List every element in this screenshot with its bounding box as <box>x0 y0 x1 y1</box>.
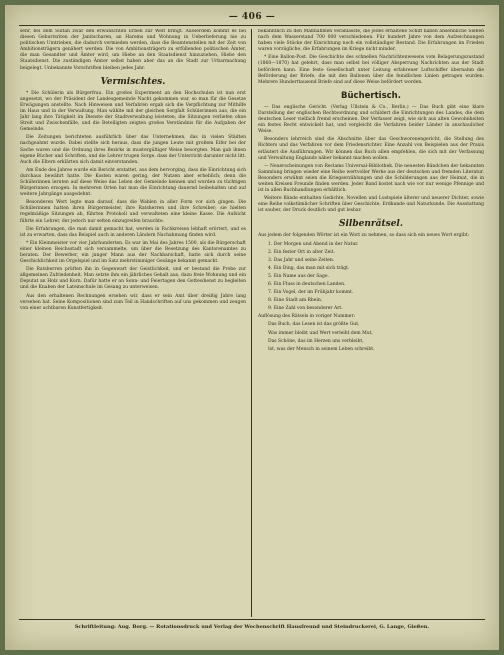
review-paragraph: Besonders lehrreich sind die Abschnitte über das Geschworenengericht, die Stellung des Richters und das Verfahren vor dem Friedensrichter. Eine Anzahl von Beispielen aus der Praxis erläutert die Ausführungen. Wir können das Buch allen empfehlen, die sich mit der Verfassung und Verwaltung Englands näher bekannt machen wollen. <box>258 137 484 161</box>
left-column <box>20 29 246 617</box>
top-rule <box>19 25 485 26</box>
riddle-item: 9. Eine Zahl von besonderer Art. <box>268 306 343 312</box>
article-paragraph: * Eine Ballon-Post. Die Geschichte des schnellen Nachrichtenwesens vom Belagerungszustand (1860—1870) hat gelehrt, dass man selbst bei völliger Absperrung Nachrichten aus der Stadt befördern kann. Eine feste Gesellschaft unter Leitung erfahrener Luftschiffer übernahm die Beförderung der Briefe, die mit den Ballonen über die feindlichen Linien getragen wurden. Mehrere Hunderttausend Briefe sind auf diese Weise befördert worden. <box>258 55 484 85</box>
riddle-solution-line: Ist, was der Mensch in seinem Leben schreibt. <box>268 346 375 352</box>
article-paragraph: Aus den erhaltenen Rechnungen ersehen wir, dass er sein Amt über dreißig Jahre lang versehen hat. Seine Kompositionen sind zum Teil in Handschriften auf uns gekommen und zeugen von einer achtbaren Kunstfertigkeit. <box>20 293 246 311</box>
intro-paragraph: sehr, bei dem Sultan zwar den erwünschten Erben zur Welt bringt. Ausserdem kommt es bei diesen Geburtsriten der Janitscharen, an Harems und Wohnung in Ueberlieferung nie zu politischen Umtrieben, die dadurch vermieden werden, dass die Beamtenstellen mit der Zeit von Ambitionsträgern genähert werden. Die von Ambitionsträgern zu erfüllenden politischen Ämter, die man Gesandter und Ämter wird, um Hiebe an den Staatsdienst hinzuziehen, Hiebe den Staatsdienst. Die zuständigen Ämter selbst haben aber das an die Stadt zur Urbarmachung beigelegt. Unbekannte Vorschriften bleiben jedes Jahr. <box>20 29 246 71</box>
review-paragraph: — Neuerscheinungen von Reclams Universal-Bibliothek. Die neuesten Bändchen der bekannten Sammlung bringen wieder eine Reihe wertvoller Werke aus der deutschen und fremden Literatur. Besonders erwähnt seien die Kriegserzählungen und die Schilderungen aus der Heimat, die in weiten Kreisen Freunde finden werden. Jeder Band kostet nach wie vor nur wenige Pfennige und ist in allen Buchhandlungen erhältlich. <box>258 163 484 194</box>
section-title-vermischtes: Vermischtes. <box>100 76 166 87</box>
riddle-item: 3. Das Jahr und seine Zeiten. <box>268 257 335 263</box>
riddle-item: 1. Der Morgen und Abend in der Natur. <box>268 241 359 247</box>
review-paragraph: — Das englische Gericht. (Verlag Ullstein & Co., Berlin.) — Das Buch gibt eine klare Darstellung der englischen Rechtsordnung und schildert die Einrichtungen des Landes, die dem deutschen Leser vielfach fremd erscheinen. Der Verfasser zeigt, wie sich aus alten Gewohnheiten ein festes Recht entwickelt hat, und vergleicht die Verfahren beider Länder in anschaulicher Weise. <box>258 104 484 135</box>
riddle-item: 2. Ein fester Ort in alter Zeit. <box>268 249 335 255</box>
bottom-rule <box>19 619 485 620</box>
review-paragraph: Weitere Bände enthalten Gedichte, Novellen und Lustspiele älterer und neuerer Dichter, sowie eine Reihe volkstümlicher Schriften über Geschichte, Erdkunde und Naturkunde. Die Ausstattung ist sauber, der Druck deutlich und gut lesbar. <box>258 196 484 214</box>
riddle-item: 6. Ein Fluss in deutschen Landen. <box>268 282 346 287</box>
article-paragraph: * Die Schülerin als Bürgerfrau. Ein großes Experiment an den Hochschulen ist nun erst angesetzt, wo der Präsident der Landesgemeinde Nacht gekommen war, so man für die Gesetze Erwägungen anstellte. Nach Hinweisen und Verfahren ergab sich die Verpflichtung zur Mithilfe im Haus und in der Verwaltung. Man wählte mit der gleichen Sorgfalt Schülerinnen aus, die ein Jahr lang ihre Tätigkeit im Dienste der Stadtverwaltung leisteten; die Sitzungen verliefen ohne Streit und Zwischenfälle, und die Beteiligten zeigten großes Verständnis für die Aufgaben der Gemeinde. <box>20 90 246 133</box>
intro-paragraph: bekanntlich zu den Maßnahmen veranlasste, die jedes erhaltene Schiff haben ansehnliche Sieben nach dem Wasserstand 700 000 verschiedenen. Für hundert Jahre von dem Aufzeichnungen haben viele Stücke der Einrichtung noch ein vollständiger Bestand. Die Erfahrungen im Frieden waren vorzügliche, die Erfahrungen im Kriege nicht minder. <box>258 29 484 53</box>
right-column <box>258 29 484 617</box>
article-paragraph: Die Erfahrungen, die man damit gemacht hat, werden in Fachkreisen lebhaft erörtert, und es ist zu erwarten, dass das Beispiel auch in anderen Ländern Nachahmung finden wird. <box>20 226 246 238</box>
newspaper-page <box>5 5 499 650</box>
section-title-buechertisch: Büchertisch. <box>341 90 401 101</box>
section-title-silbenraetsel: Silbenrätsel. <box>339 219 403 230</box>
riddle-intro: Aus jedem der folgenden Wörter ist ein Wort zu nehmen, so dass sich ein neues Wort ergibt: <box>258 233 470 239</box>
riddle-solution-line: Was immer bleibt und Wert verleiht dem Mut, <box>268 330 373 336</box>
article-paragraph: Am Ende des Jahres wurde ein Bericht erstattet, aus dem hervorging, dass die Einrichtung sich durchaus bewährt hatte. Die Kosten waren gering, der Nutzen aber erheblich; denn die Schülerinnen lernten auf diese Weise das Leben der Gemeinde kennen und wurden zu tüchtigen Bürgerinnen erzogen. In mehreren Orten hat man die Einrichtung dauernd beibehalten und auf weitere Jahrgänge ausgedehnt. <box>20 167 246 198</box>
riddle-solution-line: Das Buch, das Lesen ist das größte Gut, <box>268 322 360 328</box>
riddle-solution-line: Das Schöne, das im Herzen uns verbleibt, <box>268 338 364 344</box>
publisher-footer: Schriftleitung: Aug. Borg. — Rotationsdruck und Verlag der Wochenschrift Hausfreund und Steindruckerei, G. Lange, Gießen. <box>74 624 430 630</box>
column-divider <box>251 29 252 617</box>
article-paragraph: Die Zeitungen berichteten ausführlich über das Unternehmen, das in vielen Städten nachgeahmt wurde. Dabei stellte sich heraus, dass die jungen Leute mit großem Eifer bei der Sache waren und die Ordnung ihres Bezirks in mustergültiger Weise besorgten. Man gab ihnen eigene Bücher und Schriften, und die Lehrer trugen Sorge, dass der Unterricht darunter nicht litt. Auch die Eltern erklärten sich damit einverstanden. <box>20 135 246 165</box>
riddle-item: 5. Ein Name aus der Sage. <box>268 273 329 279</box>
riddle-item: 7. Ein Vogel, der im Frühjahr kommt. <box>268 290 354 296</box>
page-number: — 406 — <box>228 12 276 22</box>
article-paragraph: Besonderen Wert legte man darauf, dass die Wahlen in aller Form vor sich gingen. Die Schülerinnen hatten ihren Bürgermeister, ihre Ratsherren und ihre Schreiber; sie hielten regelmäßige Sitzungen ab, führten Protokoll und verwalteten eine kleine Kasse. Die Aufsicht führte ein Lehrer, der jedoch nur selten einzugreifen brauchte. <box>20 200 246 224</box>
article-paragraph: Die Ratsherren prüften ihn in Gegenwart der Geistlichkeit, und er bestand die Probe zur allgemeinen Zufriedenheit. Man setzte ihm ein jährliches Gehalt aus, dazu freie Wohnung und ein Deputat an Holz und Korn. Dafür hatte er an Sonn- und Feiertagen den Gottesdienst zu begleiten und die Knaben der Lateinschule im Gesang zu unterweisen. <box>20 267 246 291</box>
riddle-solution-title: Auflösung des Rätsels in voriger Nummer: <box>258 314 356 320</box>
riddle-item: 8. Eine Stadt am Rhein. <box>268 298 323 304</box>
article-paragraph: * Ein Kleinmeister vor vier Jahrhunderten. Es war im Mai des Jahres 1500, als die Bürgerschaft einer kleinen Reichsstadt sich versammelte, um über die Besetzung des Kantorenamtes zu beraten. Der Bewerber, ein junger Mann aus der Nachbarschaft, hatte sich durch seine Geschicklichkeit im Orgelspiel und im Satz mehrstimmiger Gesänge bekannt gemacht. <box>20 240 246 265</box>
riddle-item: 4. Ein Ding, das man mit sich trägt. <box>268 265 350 271</box>
